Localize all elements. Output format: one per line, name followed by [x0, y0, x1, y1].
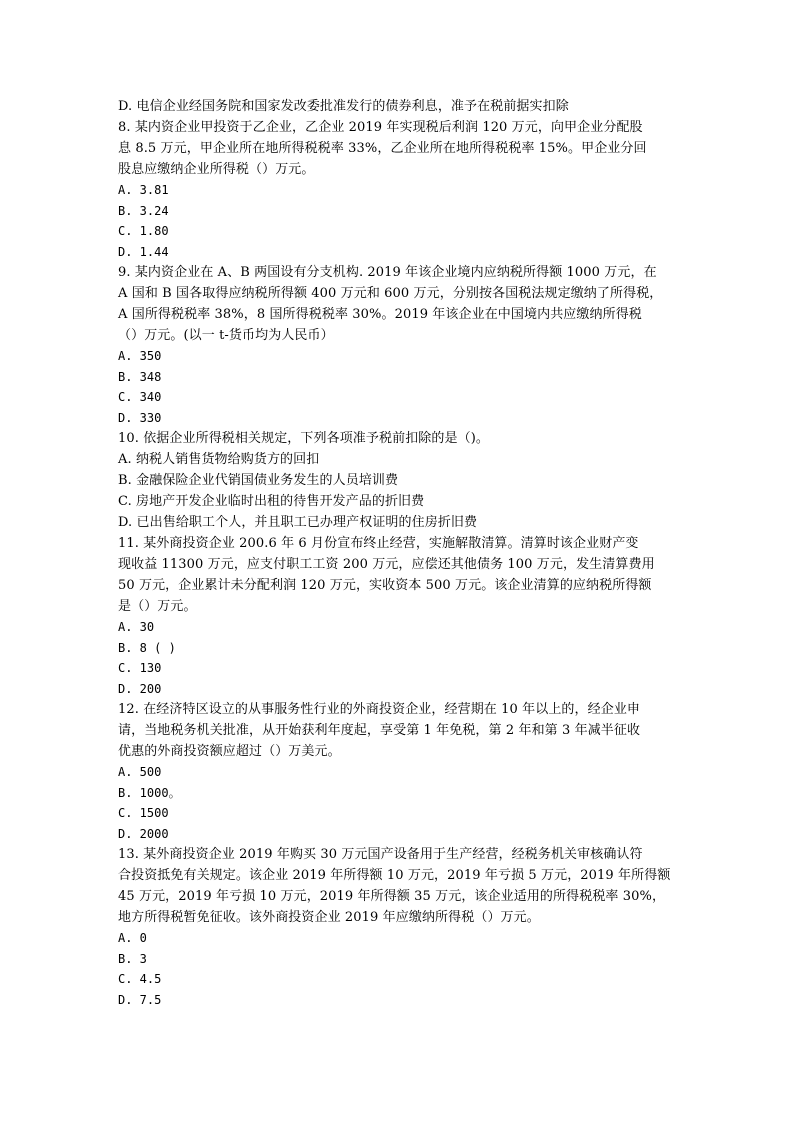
answer-option-line: B. 3	[118, 951, 147, 966]
question-text-line: 优惠的外商投资额应超过（）万美元。	[118, 744, 341, 759]
question-text-line: （）万元。(以一 t-货币均为人民币）	[118, 328, 334, 343]
document-page	[118, 96, 688, 1010]
answer-option-line: A. 0	[118, 931, 147, 945]
question-text-line: 12. 在经济特区设立的从事服务性行业的外商投资企业，经营期在 10 年以上的，经企业申	[118, 702, 641, 717]
answer-option-line: D. 7.5	[118, 992, 162, 1007]
question-text-line: A 国和 B 国各取得应纳税所得额 400 万元和 600 万元，分别按各国税法规定缴纳了所得税，	[118, 286, 663, 301]
question-text-line: 是（）万元。	[118, 599, 197, 614]
answer-option-line: D. 330	[118, 410, 162, 425]
question-text-line: A. 纳税人销售货物给购货方的回扣	[118, 452, 320, 467]
answer-option-line: C. 4.5	[118, 972, 162, 986]
answer-option-line: B. 1000。	[118, 785, 181, 800]
question-text-line: A 国所得税税率 38%，8 国所得税税率 30%。2019 年该企业在中国境内共应缴纳所得税	[118, 307, 642, 322]
answer-option-line: C. 1.80	[118, 224, 169, 238]
question-text-line: 9. 某内资企业在 A、B 两国设有分支机构. 2019 年该企业境内应纳税所得额 1000 万元，在	[118, 265, 657, 280]
question-text-line: 45 万元，2019 年亏损 10 万元，2019 年所得额 35 万元，该企业适用的所得税税率 30%，	[118, 889, 666, 904]
question-text-line: 地方所得税暂免征收。该外商投资企业 2019 年应缴纳所得税（）万元。	[118, 910, 540, 925]
answer-option-line: D. 1.44	[118, 244, 169, 259]
question-text-line: D. 已出售给职工个人，并且职工已办理产权证明的住房折旧费	[118, 515, 478, 530]
question-text-line: C. 房地产开发企业临时出租的待售开发产品的折旧费	[118, 494, 425, 509]
question-text-line: 现收益 11300 万元，应支付职工工资 200 万元，应偿还其他债务 100 万元，发生清算费用	[118, 557, 655, 572]
question-text-line: D. 电信企业经国务院和国家发改委批准发行的债券利息，准予在税前据实扣除	[118, 99, 569, 114]
question-text-line: 请，当地税务机关批准，从开始获利年度起，享受第 1 年免税，第 2 年和第 3 年减半征收	[118, 723, 641, 738]
answer-option-line: D. 2000	[118, 826, 169, 841]
answer-option-line: A. 30	[118, 620, 155, 634]
answer-option-line: C. 1500	[118, 806, 169, 820]
answer-option-line: B. 348	[118, 369, 162, 384]
question-text-line: 8. 某内资企业甲投资于乙企业，乙企业 2019 年实现税后利润 120 万元，向甲企业分配股	[118, 120, 643, 135]
answer-option-line: C. 130	[118, 661, 162, 675]
answer-option-line: B. 3.24	[118, 203, 169, 218]
answer-option-line: A. 350	[118, 349, 162, 363]
question-text-line: 11. 某外商投资企业 200.6 年 6 月份宣布终止经营，实施解散清算。清算时该企业财产变	[118, 536, 639, 551]
answer-option-line: B. 8 ( )	[118, 640, 176, 655]
question-text-line: 50 万元，企业累计未分配利润 120 万元，实收资本 500 万元。该企业清算的应纳税所得额	[118, 578, 652, 593]
question-text-line: B. 金融保险企业代销国债业务发生的人员培训费	[118, 473, 399, 488]
answer-option-line: D. 200	[118, 681, 162, 696]
answer-option-line: C. 340	[118, 390, 162, 404]
question-text-line: 13. 某外商投资企业 2019 年购买 30 万元国产设备用于生产经营，经税务机关审核确认符	[118, 847, 643, 862]
question-text-line: 10. 依据企业所得税相关规定，下列各项准予税前扣除的是（)。	[118, 431, 489, 446]
answer-option-line: A. 500	[118, 765, 162, 779]
question-text-line: 股息应缴纳企业所得税（）万元。	[118, 162, 315, 177]
question-text-line: 息 8.5 万元，甲企业所在地所得税税率 33%，乙企业所在地所得税税率 15%。甲企业分回	[118, 141, 647, 156]
answer-option-line: A. 3.81	[118, 183, 169, 197]
question-text-line: 合投资抵免有关规定。该企业 2019 年所得额 10 万元，2019 年亏损 5 万元，2019 年所得额	[118, 868, 671, 883]
